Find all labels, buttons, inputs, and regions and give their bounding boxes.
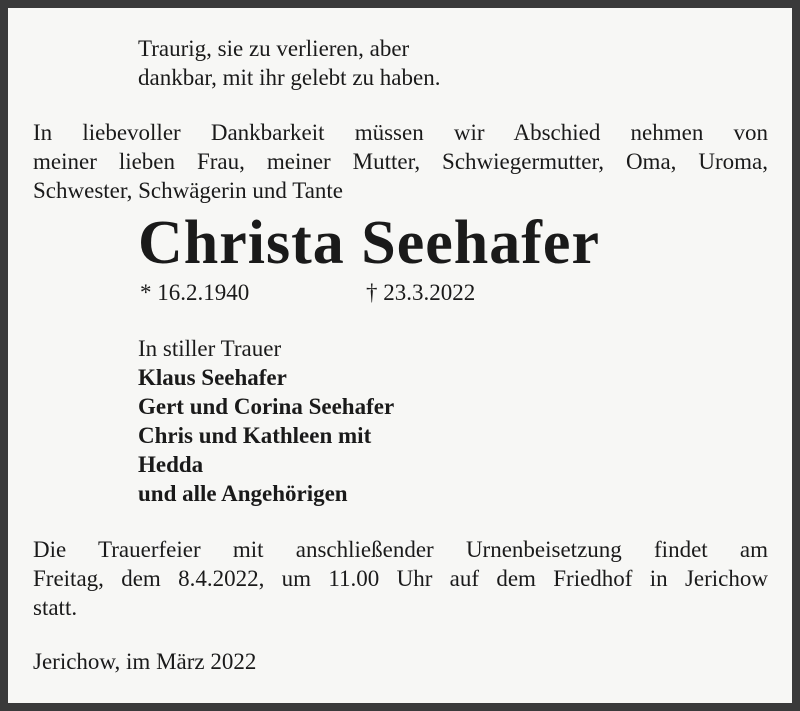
- mourner-name: Chris und Kathleen mit: [138, 423, 372, 448]
- mourner-name: Hedda: [138, 452, 204, 477]
- death-date: † 23.3.2022: [366, 280, 476, 305]
- ceremony-line-1: Die Trauerfeier mit anschließender Urnenbeisetzung findet am: [33, 537, 768, 562]
- motto-line-2: dankbar, mit ihr gelebt zu haben.: [138, 65, 441, 90]
- birth-date: * 16.2.1940: [140, 280, 250, 305]
- mourner-name: Klaus Seehafer: [138, 365, 287, 390]
- mourners-heading: In stiller Trauer: [138, 336, 282, 361]
- intro-line-2: meiner lieben Frau, meiner Mutter, Schwiegermutter, Oma, Uroma,: [33, 149, 768, 174]
- deceased-name: Christa Seehafer: [138, 209, 600, 277]
- motto-line-1: Traurig, sie zu verlieren, aber: [138, 36, 410, 61]
- ceremony-line-3: statt.: [33, 595, 78, 620]
- closing-place-date: Jerichow, im März 2022: [33, 649, 257, 674]
- ceremony-line-2: Freitag, dem 8.4.2022, um 11.00 Uhr auf dem Friedhof in Jerichow: [33, 566, 768, 591]
- intro-line-3: Schwester, Schwägerin und Tante: [33, 178, 344, 203]
- mourner-name: und alle Angehörigen: [138, 481, 348, 506]
- mourner-name: Gert und Corina Seehafer: [138, 394, 395, 419]
- intro-line-1: In liebevoller Dankbarkeit müssen wir Abschied nehmen von: [33, 120, 768, 145]
